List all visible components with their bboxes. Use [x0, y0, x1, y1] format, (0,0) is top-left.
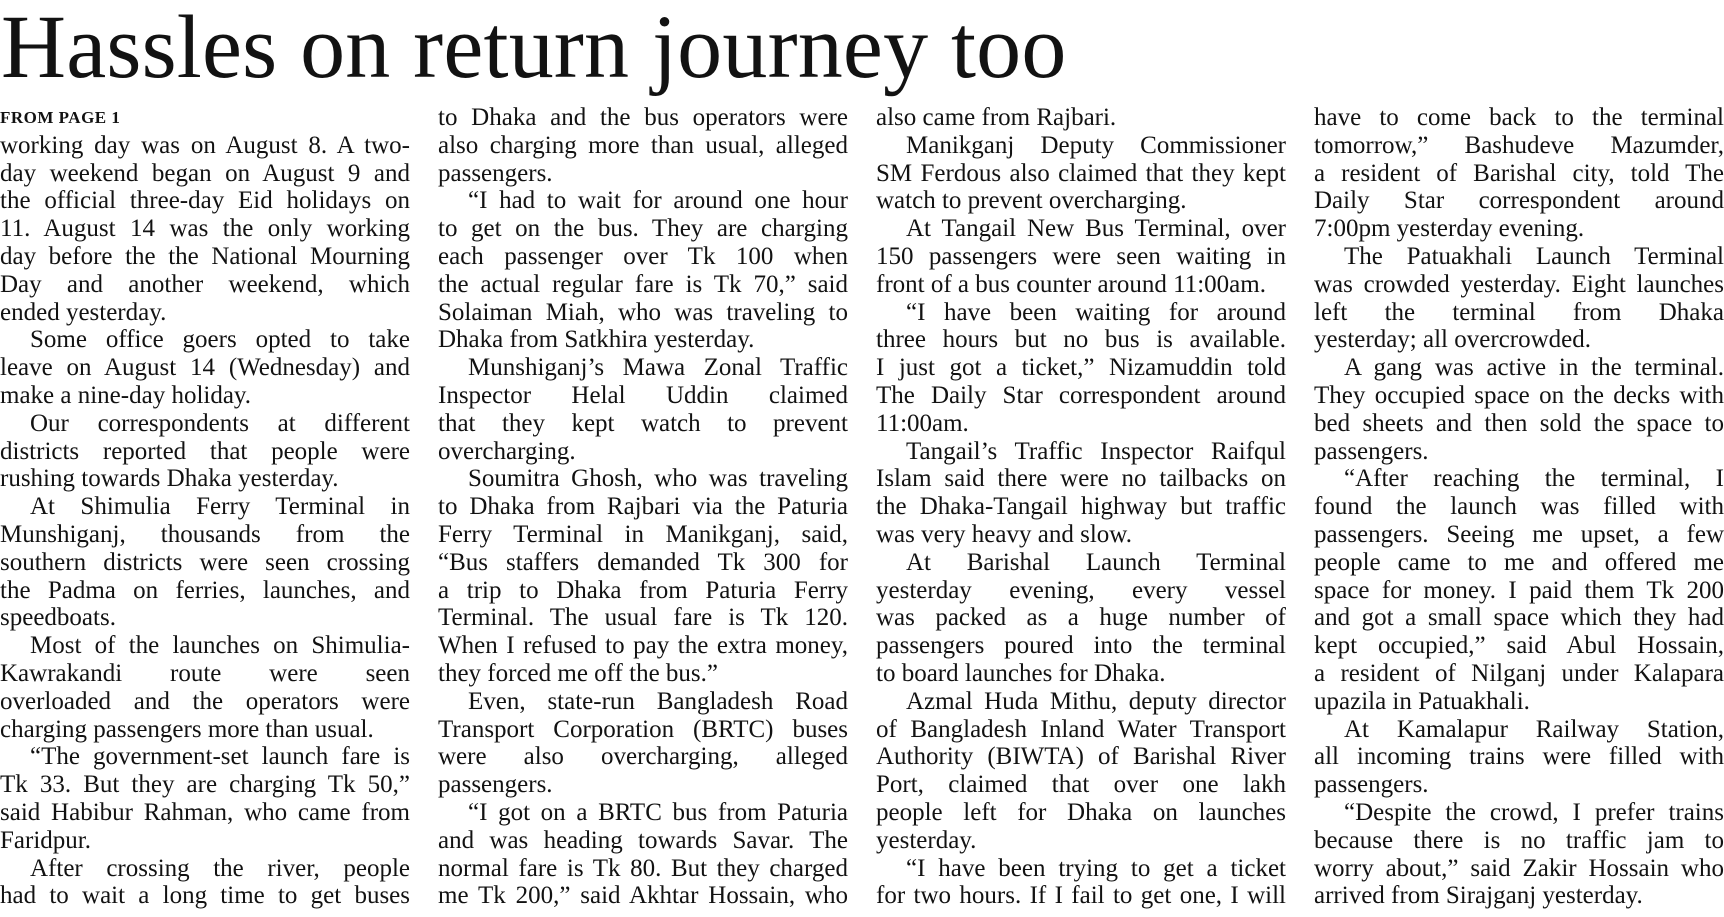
- article-line: Islam said there were no tailbacks on: [876, 465, 1286, 493]
- article-line: the actual regular fare is Tk 70,” said: [438, 270, 848, 298]
- article-line: The Patuakhali Launch Terminal: [1344, 242, 1724, 270]
- article-line: Authority (BIWTA) of Barishal River: [876, 743, 1286, 771]
- article-line: ended yesterday.: [0, 298, 167, 326]
- article-line: Terminal. The usual fare is Tk 120.: [438, 604, 848, 632]
- article-line: Manikganj Deputy Commissioner: [906, 131, 1286, 159]
- article-line: 11. August 14 was the only working: [0, 215, 410, 243]
- article-line: passengers.: [438, 159, 553, 187]
- article-line: passengers.: [1314, 437, 1429, 465]
- article-line: and got a small space which they had: [1314, 604, 1724, 632]
- article-paragraph: [0, 632, 410, 743]
- article-line: “After reaching the terminal, I: [1344, 465, 1724, 493]
- article-line: “I had to wait for around one hour: [468, 187, 848, 215]
- article-line: “Despite the crowd, I prefer trains: [1344, 798, 1724, 826]
- article-line: Munshiganj’s Mawa Zonal Traffic: [468, 354, 848, 382]
- article-line: to Dhaka from Rajbari via the Paturia: [438, 493, 848, 521]
- article-line: “I have been waiting for around: [906, 298, 1286, 326]
- article-line: the Dhaka-Tangail highway but traffic: [876, 493, 1286, 521]
- article-line: yesterday; all overcrowded.: [1314, 326, 1591, 354]
- article-line: also came from Rajbari.: [876, 104, 1117, 131]
- article-paragraph: [1314, 465, 1724, 715]
- article-line: I just got a ticket,” Nizamuddin told: [876, 354, 1286, 382]
- article-line: districts reported that people were: [0, 437, 410, 465]
- article-line: a resident of Nilganj under Kalapara: [1314, 659, 1724, 687]
- article-line: Tk 33. But they are charging Tk 50,”: [0, 771, 410, 799]
- article-line: Transport Corporation (BRTC) buses: [438, 715, 848, 743]
- article-paragraph: [876, 215, 1286, 298]
- article-paragraph: [876, 688, 1286, 855]
- article-line: Dhaka from Satkhira yesterday.: [438, 326, 755, 354]
- article-line: Kawrakandi route were seen: [0, 659, 410, 687]
- article-paragraph: [438, 688, 848, 799]
- article-line: At Barishal Launch Terminal: [906, 548, 1286, 576]
- article-line: Solaiman Miah, who was traveling to: [438, 298, 848, 326]
- article-line: charging passengers more than usual.: [0, 715, 374, 743]
- article-line: “The government-set launch fare is: [30, 743, 410, 771]
- headline: Hassles on return journey too: [1, 0, 1067, 97]
- article-line: said Habibur Rahman, who came from: [0, 798, 410, 826]
- article-line: me Tk 200,” said Akhtar Hossain, who: [438, 882, 848, 910]
- article-line: Day and another weekend, which: [0, 270, 410, 298]
- article-paragraph: [0, 743, 410, 854]
- article-paragraph: [876, 104, 1286, 132]
- article-line: Inspector Helal Uddin claimed: [438, 381, 848, 409]
- article-line: “I got on a BRTC bus from Paturia: [468, 798, 848, 826]
- article-line: front of a bus counter around 11:00am.: [876, 270, 1266, 298]
- article-line: was very heavy and slow.: [876, 520, 1132, 548]
- article-paragraph: [438, 187, 848, 354]
- article-line: At Tangail New Bus Terminal, over: [906, 215, 1286, 243]
- article-line: had to wait a long time to get buses: [0, 882, 410, 910]
- article-paragraph: [876, 438, 1286, 549]
- article-line: to Dhaka and the bus operators were: [438, 104, 848, 131]
- article-line: all incoming trains were filled with: [1314, 743, 1724, 771]
- article-line: kept occupied,” said Abul Hossain,: [1314, 632, 1724, 660]
- article-line: day before the the National Mourning: [0, 242, 410, 270]
- jump-line: FROM PAGE 1: [0, 108, 121, 127]
- article-line: people left for Dhaka on launches: [876, 798, 1286, 826]
- article-line: Munshiganj, thousands from the: [0, 520, 410, 548]
- article-paragraph: [1314, 799, 1724, 910]
- article-line: 11:00am.: [876, 409, 969, 437]
- article-line: to board launches for Dhaka.: [876, 659, 1166, 687]
- article-line: passengers.: [1314, 771, 1429, 799]
- article-line: “Bus staffers demanded Tk 300 for: [438, 548, 848, 576]
- article-column-3: [876, 104, 1286, 910]
- article-paragraph: [876, 132, 1286, 215]
- article-column-4: [1314, 104, 1724, 910]
- article-line: and was heading towards Savar. The: [438, 826, 848, 854]
- article-line: were also overcharging, alleged: [438, 743, 848, 771]
- article-line: the official three-day Eid holidays on: [0, 187, 410, 215]
- article-line: people came to me and offered me: [1314, 548, 1724, 576]
- article-line: passengers. Seeing me upset, a few: [1314, 520, 1724, 548]
- article-line: After crossing the river, people: [30, 854, 410, 882]
- article-line: the Padma on ferries, launches, and: [0, 576, 410, 604]
- article-paragraph: [0, 493, 410, 632]
- article-paragraph: [876, 855, 1286, 911]
- article-paragraph: [1314, 716, 1724, 799]
- article-line: three hours but no bus is available.: [876, 326, 1286, 354]
- article-paragraph: [438, 465, 848, 687]
- article-line: At Kamalapur Railway Station,: [1344, 715, 1724, 743]
- article-paragraph: [1314, 243, 1724, 354]
- article-line: overcharging.: [438, 437, 576, 465]
- article-paragraph: [438, 799, 848, 910]
- article-line: found the launch was filled with: [1314, 493, 1724, 521]
- article-line: a trip to Dhaka from Paturia Ferry: [438, 576, 848, 604]
- article-line: worry about,” said Zakir Hossain who: [1314, 854, 1724, 882]
- article-line: When I refused to pay the extra money,: [438, 632, 848, 660]
- article-paragraph: [1314, 104, 1724, 243]
- article-line: 150 passengers were seen waiting in: [876, 242, 1286, 270]
- article-line: make a nine-day holiday.: [0, 381, 252, 409]
- article-line: left the terminal from Dhaka: [1314, 298, 1724, 326]
- article-line: arrived from Sirajganj yesterday.: [1314, 882, 1643, 910]
- article-line: upazila in Patuakhali.: [1314, 687, 1530, 715]
- article-line: A gang was active in the terminal.: [1344, 354, 1724, 382]
- article-line: SM Ferdous also claimed that they kept: [876, 159, 1286, 187]
- article-line: normal fare is Tk 80. But they charged: [438, 854, 848, 882]
- article-line: tomorrow,” Bashudeve Mazumder,: [1314, 131, 1724, 159]
- article-line: working day was on August 8. A two-: [0, 131, 410, 159]
- article-line: “I have been trying to get a ticket: [906, 854, 1286, 882]
- article-paragraph: [1314, 354, 1724, 465]
- article-line: Our correspondents at different: [30, 409, 410, 437]
- article-line: for two hours. If I fail to get one, I will: [876, 882, 1286, 910]
- article-line: Azmal Huda Mithu, deputy director: [906, 687, 1286, 715]
- article-paragraph: [438, 354, 848, 465]
- article-line: that they kept watch to prevent: [438, 409, 848, 437]
- article-line: They occupied space on the decks with: [1314, 381, 1724, 409]
- article-line: rushing towards Dhaka yesterday.: [0, 465, 339, 493]
- article-line: watch to prevent overcharging.: [876, 187, 1187, 215]
- article-line: leave on August 14 (Wednesday) and: [0, 354, 410, 382]
- article-line: because there is no traffic jam to: [1314, 826, 1724, 854]
- article-column-1: [0, 104, 410, 910]
- article-line: they forced me off the bus.”: [438, 659, 718, 687]
- article-line: passengers poured into the terminal: [876, 632, 1286, 660]
- article-line: Faridpur.: [0, 826, 91, 854]
- article-line: speedboats.: [0, 604, 116, 632]
- article-line: day weekend began on August 9 and: [0, 159, 410, 187]
- article-line: The Daily Star correspondent around: [876, 381, 1286, 409]
- article-line: Even, state-run Bangladesh Road: [468, 687, 848, 715]
- article-column-2: [438, 104, 848, 910]
- article-line: Some office goers opted to take: [30, 326, 410, 354]
- article-line: was crowded yesterday. Eight launches: [1314, 270, 1724, 298]
- article-line: each passenger over Tk 100 when: [438, 242, 848, 270]
- article-line: space for money. I paid them Tk 200: [1314, 576, 1724, 604]
- article-line: Ferry Terminal in Manikganj, said,: [438, 520, 848, 548]
- article-line: a resident of Barishal city, told The: [1314, 159, 1724, 187]
- article-paragraph: [0, 132, 410, 327]
- article-line: to get on the bus. They are charging: [438, 215, 848, 243]
- article-line: overloaded and the operators were: [0, 687, 410, 715]
- article-line: Tangail’s Traffic Inspector Raifqul: [906, 437, 1286, 465]
- article-line: yesterday.: [876, 826, 977, 854]
- article-line: yesterday evening, every vessel: [876, 576, 1286, 604]
- article-line: Soumitra Ghosh, who was traveling: [468, 465, 848, 493]
- article-line: also charging more than usual, alleged: [438, 131, 848, 159]
- article-paragraph: [438, 104, 848, 187]
- article-line: of Bangladesh Inland Water Transport: [876, 715, 1286, 743]
- article-paragraph: [876, 299, 1286, 438]
- article-paragraph: [0, 410, 410, 493]
- article-line: 7:00pm yesterday evening.: [1314, 215, 1585, 243]
- article-line: have to come back to the terminal: [1314, 104, 1724, 131]
- article-line: Daily Star correspondent around: [1314, 187, 1724, 215]
- article-line: Port, claimed that over one lakh: [876, 771, 1286, 799]
- article-line: was packed as a huge number of: [876, 604, 1286, 632]
- article-line: bed sheets and then sold the space to: [1314, 409, 1724, 437]
- article-paragraph: [0, 855, 410, 911]
- article-line: At Shimulia Ferry Terminal in: [30, 493, 410, 521]
- article-paragraph: [876, 549, 1286, 688]
- article-paragraph: [0, 326, 410, 409]
- article-line: passengers.: [438, 771, 553, 799]
- article-line: southern districts were seen crossing: [0, 548, 410, 576]
- article-line: Most of the launches on Shimulia-: [30, 632, 410, 660]
